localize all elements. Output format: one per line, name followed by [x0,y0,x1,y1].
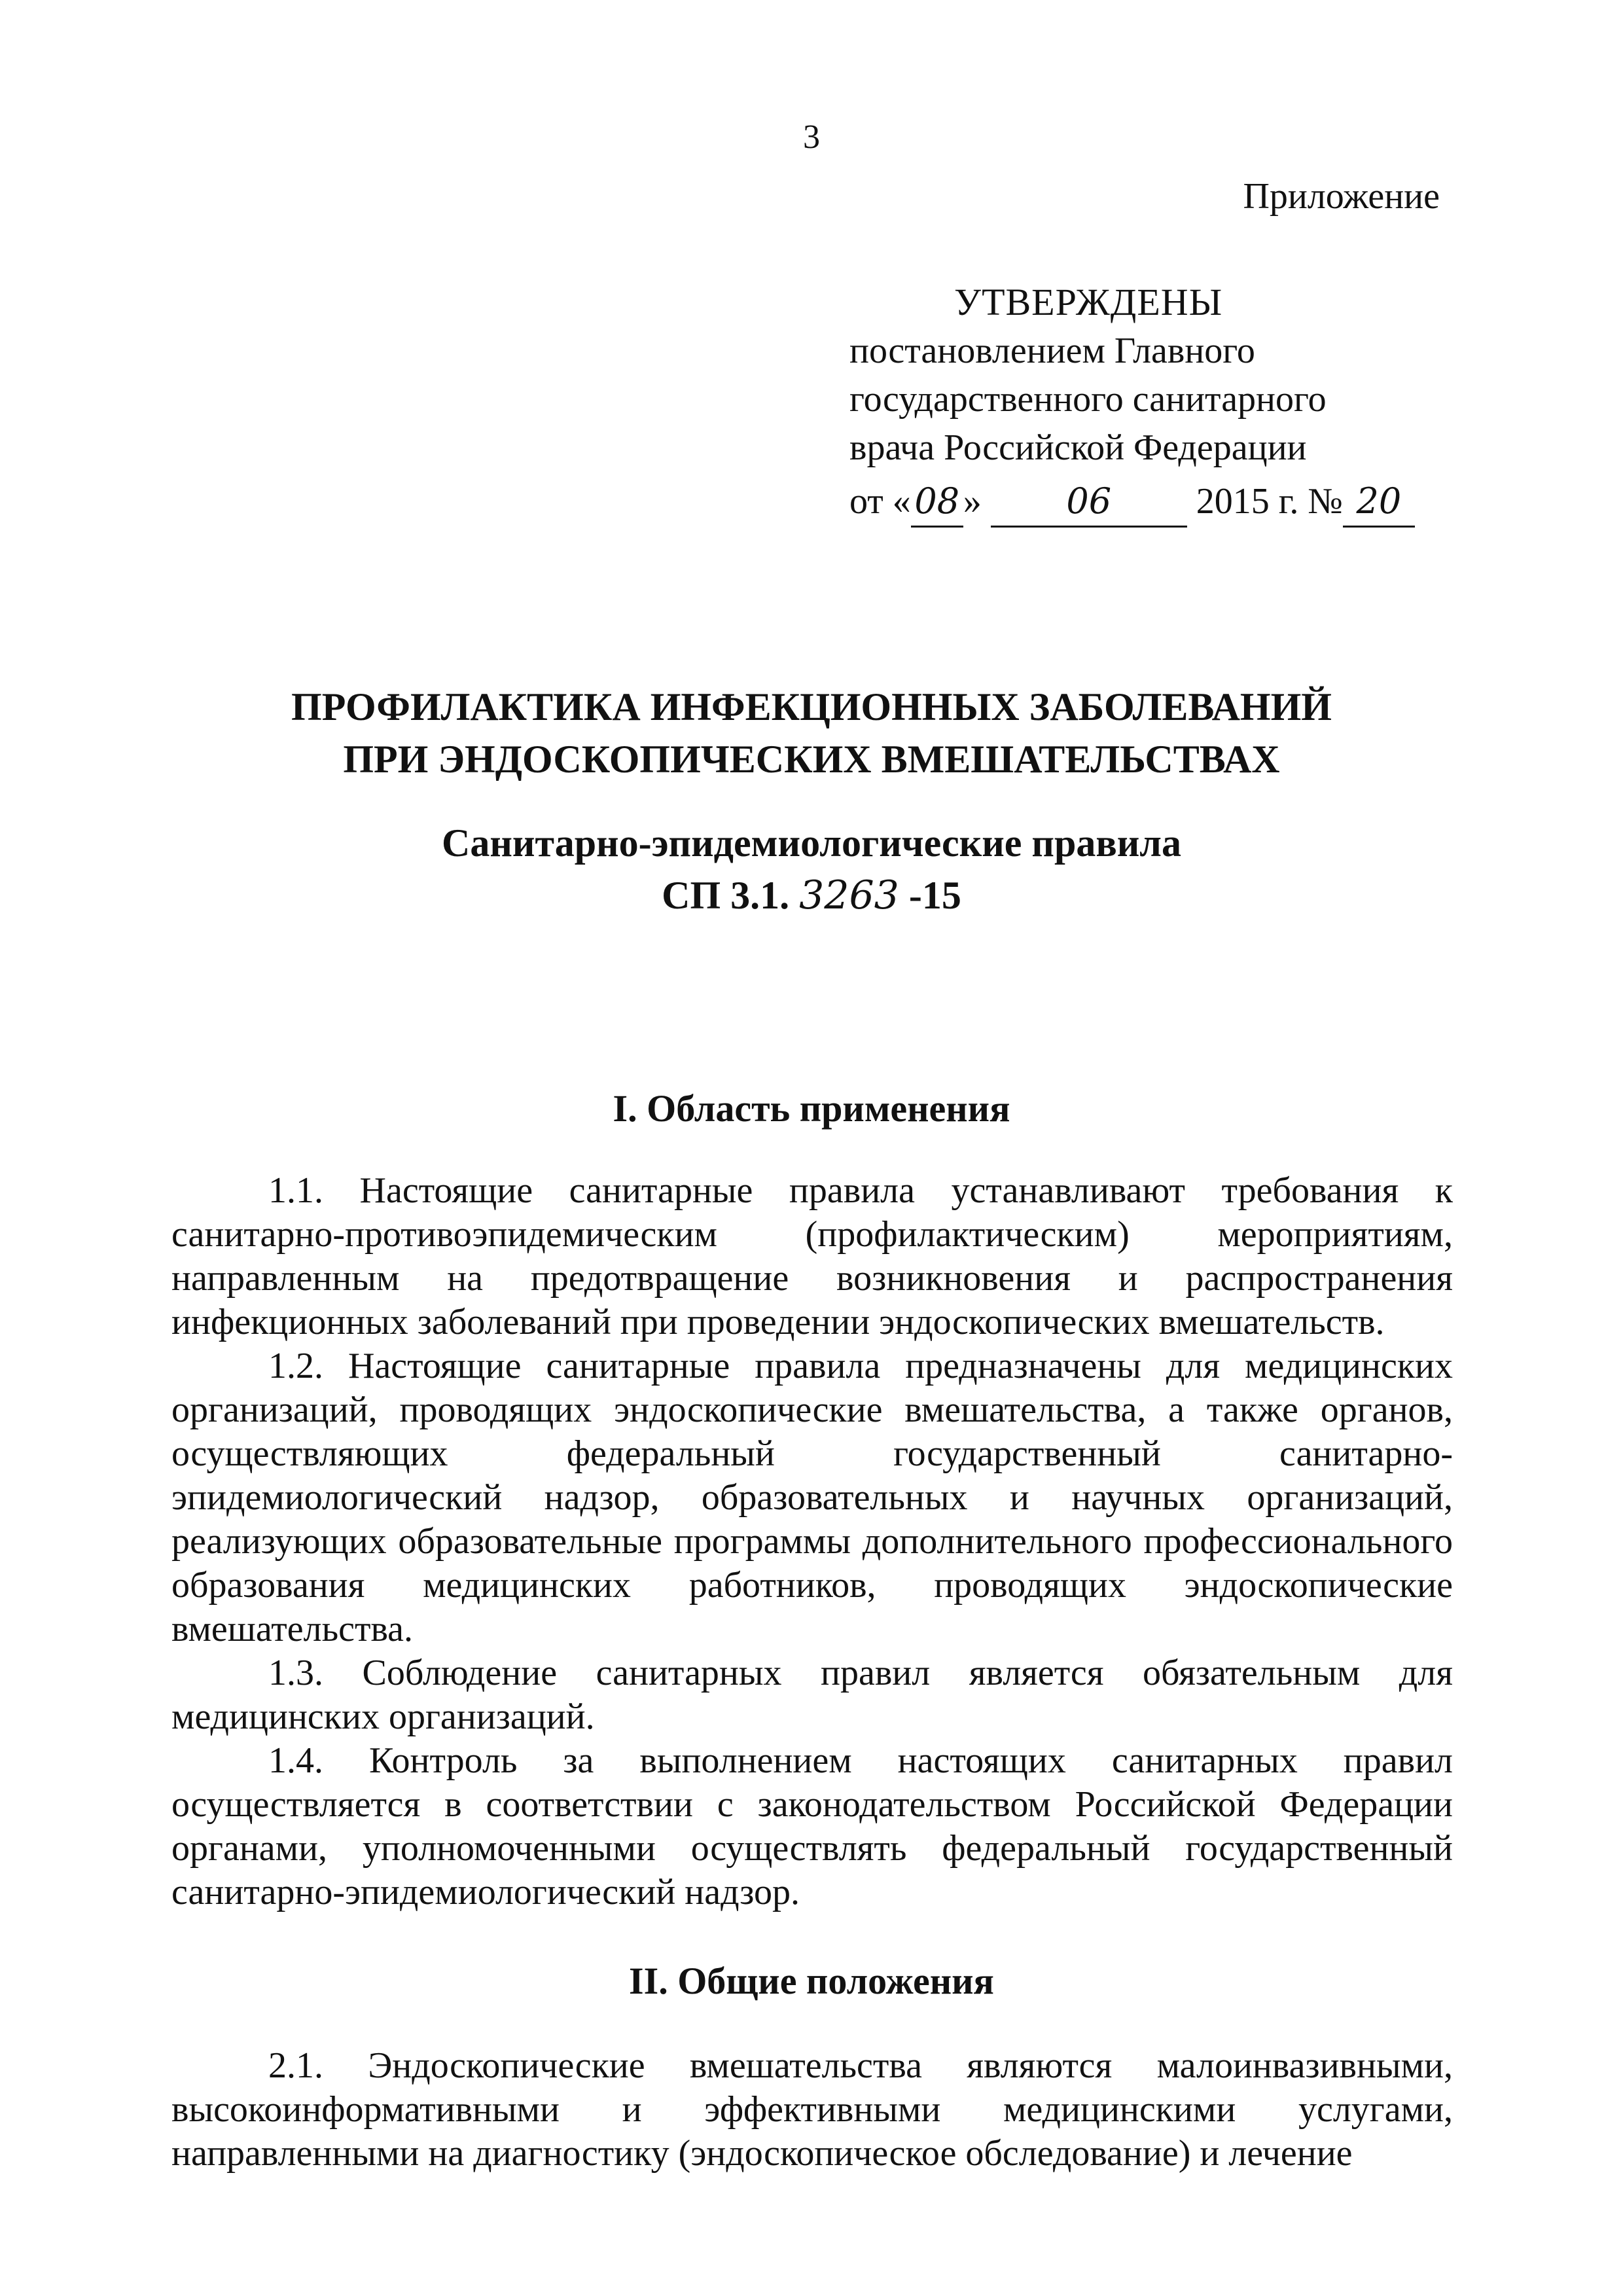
rules-code-prefix: СП 3.1. [662,874,790,917]
handwritten-day: 08 [911,477,963,528]
document-title-line: ПРИ ЭНДОСКОПИЧЕСКИХ ВМЕШАТЕЛЬСТВАХ [343,738,1280,781]
appendix-label: Приложение [1243,176,1440,217]
handwritten-month: 06 [991,477,1187,528]
paragraph: 1.2. Настоящие санитарные правила предназначены для медицинских организаций, проводящих эндоскопические вмешательства, а также органов, осуществляющих федеральный государственный санитарно-эпидемиологический надзор, образовательных и научных организаций, реализующих образовательные программы дополнительного профессионального образования медицинских работников, проводящих эндоскопические вмешательства. [171,1346,1453,1649]
rules-header [0,817,1623,922]
rules-code [0,869,1623,922]
paragraph: 2.1. Эндоскопические вмешательства являются малоинвазивными, высокоинформативными и эффективными медицинскими услугами, направленными на диагностику (эндоскопическое обследование) и лечение [171,2045,1453,2174]
approval-line: постановлением Главного [849,331,1255,371]
rules-code-number: 3263 [799,872,899,918]
page-number: 3 [803,118,820,156]
section-heading: I. Область применения [613,1087,1010,1130]
paragraph: 1.4. Контроль за выполнением настоящих санитарных правил осуществляется в соответствии с законодательством Российской Федерации органами, уполномоченными осуществлять федеральный государственный санитарно-эпидемиологический надзор. [171,1740,1453,1912]
approval-date-line [849,477,1452,528]
paragraph: 1.1. Настоящие санитарные правила устанавливают требования к санитарно-противоэпидемическим (профилактическим) мероприятиям, направленным на предотвращение возникновения и распространения инфекционных заболеваний при проведении эндоскопических вмешательств. [171,1170,1453,1342]
approval-title: УТВЕРЖДЕНЫ [954,281,1223,323]
approval-line: государственного санитарного [849,379,1327,420]
date-prefix: от « [849,481,911,522]
approval-line: врача Российской Федерации [849,427,1307,468]
section-body [171,2044,1453,2176]
section-body [171,1169,1453,1914]
rules-type: Санитарно-эпидемиологические правила [442,821,1181,865]
handwritten-number: 20 [1343,477,1415,528]
document-title [0,681,1623,785]
paragraph: 1.3. Соблюдение санитарных правил является обязательным для медицинских организаций. [171,1653,1453,1737]
year-text: 2015 г. № [1196,481,1343,522]
document-title-line: ПРОФИЛАКТИКА ИНФЕКЦИОННЫХ ЗАБОЛЕВАНИЙ [291,685,1332,728]
section-heading: II. Общие положения [629,1960,994,2002]
date-mid: » [963,481,982,522]
approval-block [849,278,1452,528]
rules-code-suffix: -15 [908,874,961,917]
